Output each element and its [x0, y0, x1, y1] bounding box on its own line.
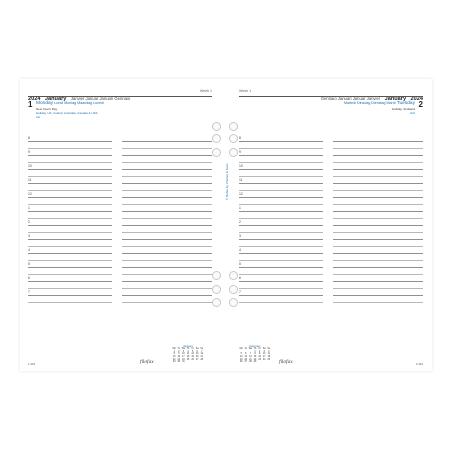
right-mini-cal-day: 2 — [258, 350, 261, 353]
left-week-label: Week 1 — [199, 89, 212, 93]
right-hour-label: 1 — [239, 206, 241, 210]
right-writing-line[interactable] — [239, 197, 323, 198]
right-mini-cal-day: 3 — [263, 350, 265, 353]
left-mini-cal-day: 26 — [191, 358, 194, 361]
left-writing-line[interactable] — [122, 225, 212, 226]
right-mini-cal-day: 20 — [244, 358, 248, 361]
left-writing-line[interactable] — [122, 246, 212, 247]
left-writing-line[interactable] — [122, 148, 212, 149]
right-writing-line[interactable] — [333, 295, 423, 296]
left-mini-cal-day: 21 — [200, 356, 204, 359]
left-month-languages: Janvier Januar Januari Gennaio — [70, 96, 131, 101]
left-writing-line[interactable] — [28, 183, 112, 184]
right-writing-line[interactable] — [239, 155, 323, 156]
left-writing-line[interactable] — [28, 281, 112, 282]
right-writing-line[interactable] — [333, 176, 423, 177]
right-hour-label: 9 — [239, 150, 241, 154]
left-writing-line[interactable] — [122, 204, 212, 205]
left-mini-cal-day: 2 — [178, 350, 180, 353]
right-page — [233, 81, 429, 369]
left-writing-line[interactable] — [28, 288, 112, 289]
left-writing-line[interactable] — [122, 141, 212, 142]
left-mini-cal-day: 15 — [172, 356, 176, 359]
left-writing-line[interactable] — [28, 267, 112, 268]
left-writing-line[interactable] — [28, 162, 112, 163]
left-writing-line[interactable] — [28, 302, 112, 303]
right-hour-label: 12 — [239, 192, 243, 196]
right-writing-line[interactable] — [333, 225, 423, 226]
left-mini-cal-day: 1 — [173, 350, 175, 353]
right-writing-line[interactable] — [239, 141, 323, 142]
right-mini-cal-day: 22 — [253, 358, 257, 361]
left-mini-cal-day: 19 — [191, 356, 194, 359]
right-writing-line[interactable] — [333, 267, 423, 268]
left-note-holiday-name: New Year's Day — [36, 107, 58, 111]
left-writing-line[interactable] — [122, 288, 212, 289]
left-writing-line[interactable] — [28, 253, 112, 254]
right-writing-line[interactable] — [333, 218, 423, 219]
left-writing-line[interactable] — [122, 232, 212, 233]
left-header — [28, 87, 212, 102]
left-day-name: Monday — [36, 101, 54, 106]
left-mini-cal-day: 24 — [182, 358, 185, 361]
right-writing-line[interactable] — [239, 302, 323, 303]
right-writing-line[interactable] — [333, 253, 423, 254]
right-hour-label: 4 — [239, 248, 241, 252]
right-header-rule — [239, 96, 423, 97]
left-month: January — [44, 96, 67, 102]
left-writing-line[interactable] — [28, 197, 112, 198]
right-mini-calendar-title: February — [249, 344, 261, 348]
left-hour-label: 12 — [28, 192, 32, 196]
right-writing-line[interactable] — [333, 183, 423, 184]
left-writing-line[interactable] — [28, 148, 112, 149]
punch-hole — [212, 148, 221, 157]
right-hour-label: 11 — [239, 178, 243, 182]
right-writing-line[interactable] — [239, 232, 323, 233]
left-mini-calendar — [172, 345, 204, 365]
left-mini-calendar-title: January — [183, 344, 193, 348]
left-brand-logo: filofax — [140, 360, 154, 365]
right-writing-line[interactable] — [333, 204, 423, 205]
right-mini-cal-weekday: Fr — [258, 348, 261, 350]
left-mini-cal-day: 23 — [177, 358, 181, 361]
left-writing-line[interactable] — [122, 197, 212, 198]
left-writing-line[interactable] — [122, 295, 212, 296]
spine-copyright: © filofax by Charles & Sons — [225, 163, 229, 200]
left-hour-label: 10 — [28, 164, 32, 168]
left-mini-cal-day: 10 — [182, 353, 185, 356]
right-mini-cal-weekday: We — [248, 348, 253, 350]
right-note-holiday: Holiday, Scotland — [391, 107, 415, 111]
left-hour-label: 4 — [28, 248, 30, 252]
right-writing-line[interactable] — [239, 218, 323, 219]
left-mini-cal-weekday: Su — [200, 348, 204, 350]
punch-hole — [212, 298, 221, 307]
left-mini-cal-day: 30 — [177, 361, 181, 364]
left-mini-cal-day: 9 — [178, 353, 180, 356]
left-mini-cal-weekday: Th — [186, 348, 190, 350]
right-writing-line[interactable] — [239, 274, 323, 275]
right-mini-cal-day: 29 — [253, 361, 257, 364]
right-hour-label: 5 — [239, 262, 241, 266]
right-mini-cal-weekday: Th — [253, 348, 257, 350]
right-writing-line[interactable] — [239, 260, 323, 261]
left-mini-cal-weekday: Fr — [191, 348, 194, 350]
left-mini-cal-day: 17 — [182, 356, 185, 359]
left-writing-line[interactable] — [122, 260, 212, 261]
left-writing-line[interactable] — [28, 155, 112, 156]
right-mini-cal-day: 7 — [249, 353, 252, 356]
left-hour-label: 6 — [28, 276, 30, 280]
right-mini-cal-day: 28 — [249, 361, 252, 364]
punch-hole — [212, 122, 221, 131]
left-writing-line[interactable] — [122, 253, 212, 254]
right-writing-line[interactable] — [333, 274, 423, 275]
right-writing-line[interactable] — [239, 162, 323, 163]
right-mini-cal-day: 15 — [253, 356, 257, 359]
left-writing-line[interactable] — [28, 218, 112, 219]
right-writing-line[interactable] — [239, 183, 323, 184]
right-writing-line[interactable] — [333, 302, 423, 303]
left-writing-line[interactable] — [28, 295, 112, 296]
left-hour-label: 1 — [28, 206, 30, 210]
right-mini-cal-day — [267, 358, 271, 364]
left-writing-line[interactable] — [28, 169, 112, 170]
punch-hole — [212, 271, 221, 280]
right-day-name: Tuesday — [396, 101, 415, 106]
left-hour-label: 2 — [28, 220, 30, 224]
left-mini-cal-day: 5 — [191, 350, 194, 353]
left-header-rule — [28, 96, 212, 97]
punch-hole — [229, 148, 238, 157]
left-page — [22, 81, 218, 369]
right-mini-cal-day: 27 — [244, 361, 248, 364]
right-mini-cal-day: 11 — [267, 353, 270, 356]
right-mini-cal-day: 5 — [240, 353, 242, 356]
left-mini-cal-day: 31 — [182, 361, 185, 364]
right-mini-cal-day: 4 — [268, 350, 270, 353]
punch-hole — [212, 134, 221, 143]
right-hour-label: 8 — [239, 136, 241, 140]
right-writing-line[interactable] — [333, 197, 423, 198]
left-mini-cal-day: 4 — [187, 350, 189, 353]
right-mini-cal-day: 12 — [239, 356, 243, 359]
right-mini-cal-day: 9 — [258, 353, 261, 356]
left-mini-cal-day: 11 — [186, 353, 190, 356]
left-mini-cal-day: 20 — [195, 356, 199, 359]
right-mini-cal-day: 14 — [249, 356, 252, 359]
right-writing-line[interactable] — [239, 295, 323, 296]
left-mini-cal-day: 25 — [186, 358, 190, 361]
right-writing-line[interactable] — [333, 260, 423, 261]
left-mini-cal-day: 29 — [172, 361, 176, 364]
right-writing-line[interactable] — [333, 141, 423, 142]
left-writing-line[interactable] — [28, 225, 112, 226]
left-hour-label: 9 — [28, 150, 30, 154]
left-writing-line[interactable] — [122, 218, 212, 219]
right-mini-cal-day: 26 — [239, 361, 243, 364]
right-mini-cal-weekday: Sa — [262, 348, 266, 350]
right-header — [239, 87, 423, 102]
right-writing-line[interactable] — [239, 267, 323, 268]
right-writing-line[interactable] — [239, 148, 323, 149]
right-writing-line[interactable] — [333, 148, 423, 149]
right-hour-label: 6 — [239, 276, 241, 280]
left-writing-line[interactable] — [28, 260, 112, 261]
left-mini-cal-weekday: Mo — [172, 348, 176, 350]
left-mini-cal-day: 12 — [191, 353, 194, 356]
right-writing-line[interactable] — [239, 239, 323, 240]
left-writing-line[interactable] — [122, 211, 212, 212]
left-note-holiday-regions: Holiday, UK, Ireland, Australia, Canada & USA — [36, 111, 98, 115]
left-writing-line[interactable] — [122, 267, 212, 268]
right-writing-line[interactable] — [239, 281, 323, 282]
right-mini-cal-day: 24 — [262, 358, 266, 361]
left-writing-line[interactable] — [122, 302, 212, 303]
right-writing-line[interactable] — [333, 155, 423, 156]
right-writing-line[interactable] — [239, 225, 323, 226]
right-mini-cal-day: 25 — [267, 358, 271, 361]
left-writing-line[interactable] — [122, 176, 212, 177]
right-writing-line[interactable] — [239, 246, 323, 247]
punch-hole — [229, 271, 238, 280]
right-writing-line[interactable] — [333, 239, 423, 240]
right-brand-logo: filofax — [279, 360, 293, 365]
right-writing-line[interactable] — [333, 211, 423, 212]
right-writing-line[interactable] — [333, 162, 423, 163]
left-year: 2024 — [28, 96, 41, 102]
right-note-day-index: 2nd — [409, 111, 415, 115]
left-writing-line[interactable] — [28, 176, 112, 177]
right-writing-line[interactable] — [239, 190, 323, 191]
left-writing-line[interactable] — [28, 274, 112, 275]
right-writing-line[interactable] — [239, 253, 323, 254]
right-writing-line[interactable] — [333, 246, 423, 247]
right-mini-cal-weekday: Su — [267, 348, 271, 350]
right-mini-cal-day: 17 — [262, 356, 266, 359]
right-hour-label: 2 — [239, 220, 241, 224]
right-writing-line[interactable] — [239, 176, 323, 177]
right-month: January — [384, 96, 407, 102]
right-week-label: Week 1 — [239, 89, 252, 93]
left-hour-label: 3 — [28, 234, 30, 238]
right-hour-label: 3 — [239, 234, 241, 238]
left-mini-cal-day: 8 — [173, 353, 175, 356]
right-day-name-languages: Martedì Dinsdag Dienstag Mardi — [343, 101, 396, 105]
left-mini-cal-day: 22 — [172, 358, 176, 361]
left-mini-cal-day: 28 — [200, 358, 204, 361]
left-mini-cal-day: 14 — [200, 353, 204, 356]
left-day-name-languages: Lundi Montag Maandag Lunedì — [54, 101, 105, 105]
left-writing-line[interactable] — [28, 141, 112, 142]
left-footer-code: 1-365 — [28, 362, 36, 366]
right-mini-cal-day: 21 — [249, 358, 252, 361]
left-mini-cal-weekday: We — [181, 348, 186, 350]
right-mini-calendar — [239, 345, 271, 365]
left-hour-label: 8 — [28, 136, 30, 140]
left-hour-label: 5 — [28, 262, 30, 266]
right-month-languages: Gennaio Januari Januar Janvier — [320, 96, 381, 101]
punch-hole — [229, 298, 238, 307]
left-writing-line[interactable] — [28, 232, 112, 233]
left-writing-line[interactable] — [122, 169, 212, 170]
left-mini-cal-weekday: Sa — [195, 348, 199, 350]
right-mini-cal-day: 6 — [245, 353, 247, 356]
left-writing-line[interactable] — [28, 204, 112, 205]
right-writing-line[interactable] — [333, 281, 423, 282]
left-mini-cal-day: 6 — [196, 350, 198, 353]
left-writing-line[interactable] — [28, 190, 112, 191]
right-mini-cal-day: 19 — [239, 358, 243, 361]
right-footer-code: 2-364 — [415, 362, 423, 366]
right-mini-cal-day: 10 — [262, 353, 266, 356]
right-mini-cal-day: 23 — [258, 358, 261, 361]
right-writing-line[interactable] — [333, 190, 423, 191]
left-mini-cal-day: 16 — [177, 356, 181, 359]
left-day-number: 1 — [28, 100, 33, 109]
left-writing-line[interactable] — [122, 281, 212, 282]
left-mini-cal-weekday: Tu — [177, 348, 181, 350]
right-mini-cal-weekday: Tu — [244, 348, 248, 350]
left-writing-line[interactable] — [28, 211, 112, 212]
left-writing-line[interactable] — [122, 190, 212, 191]
right-writing-line[interactable] — [239, 211, 323, 212]
left-writing-line[interactable] — [122, 274, 212, 275]
punch-hole — [229, 122, 238, 131]
right-mini-cal-day: 8 — [254, 353, 256, 356]
right-hour-label: 10 — [239, 164, 243, 168]
left-mini-cal-day: 18 — [186, 356, 190, 359]
right-mini-cal-day: 18 — [267, 356, 271, 359]
right-writing-line[interactable] — [239, 169, 323, 170]
right-day-number: 2 — [418, 100, 423, 109]
left-hour-label: 11 — [28, 178, 32, 182]
right-mini-cal-day: 13 — [244, 356, 248, 359]
right-hour-label: 7 — [239, 290, 241, 294]
right-mini-cal-weekday: Mo — [239, 348, 243, 350]
left-writing-line[interactable] — [122, 239, 212, 240]
right-writing-line[interactable] — [333, 169, 423, 170]
left-mini-cal-day — [200, 358, 204, 364]
left-mini-cal-day: 27 — [195, 358, 199, 361]
right-mini-cal-day: 16 — [258, 356, 261, 359]
left-mini-cal-day: 3 — [182, 350, 185, 353]
left-writing-line[interactable] — [122, 162, 212, 163]
left-writing-line[interactable] — [122, 155, 212, 156]
right-writing-line[interactable] — [333, 232, 423, 233]
right-writing-line[interactable] — [333, 288, 423, 289]
right-writing-line[interactable] — [239, 288, 323, 289]
left-writing-line[interactable] — [28, 246, 112, 247]
left-note-day-index: 1st — [36, 115, 41, 119]
punch-hole — [212, 285, 221, 294]
punch-hole — [229, 134, 238, 143]
right-mini-cal-day: 1 — [254, 350, 256, 353]
left-mini-cal-day: 7 — [201, 350, 203, 353]
left-mini-cal-day: 13 — [195, 353, 199, 356]
right-writing-line[interactable] — [239, 204, 323, 205]
right-year: 2024 — [410, 96, 423, 102]
left-writing-line[interactable] — [122, 183, 212, 184]
left-writing-line[interactable] — [28, 239, 112, 240]
left-hour-label: 7 — [28, 290, 30, 294]
punch-hole — [229, 285, 238, 294]
